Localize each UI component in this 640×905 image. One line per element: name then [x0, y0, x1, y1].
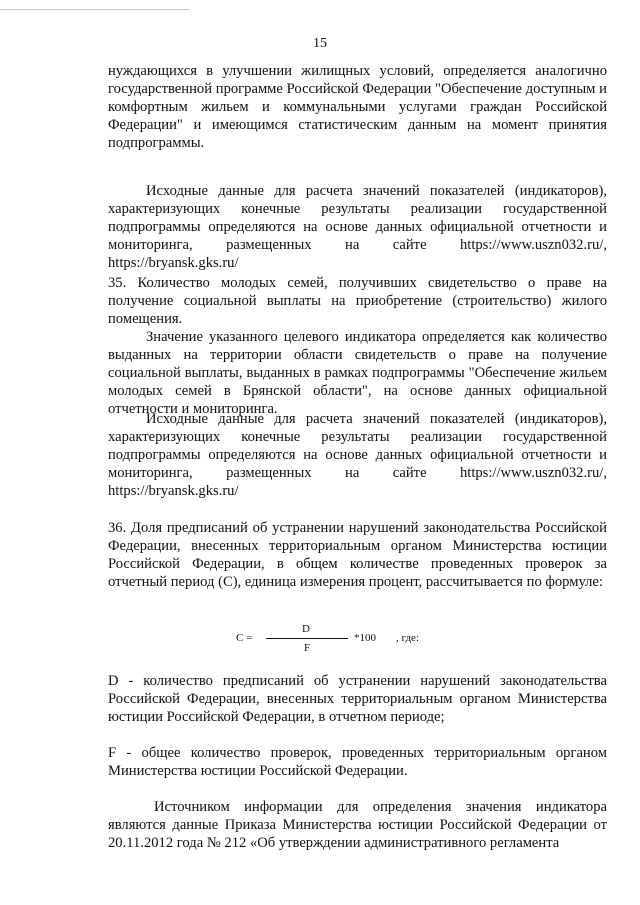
paragraph-source-data-2: Исходные данные для расчета значений показателей (индикаторов), характеризующих конечные результаты реализации государственной подпрограммы определяются на основе данных официальной отчетности и мониторинга, размещенных на сайте https://www.uszn032.ru/, https://bryansk.gks.ru/	[108, 411, 607, 499]
paragraph-item-36: 36. Доля предписаний об устранении нарушений законодательства Российской Федерации, внесенных территориальным органом Министерства юстиции Российской Федерации, в общем количестве проведенных проверок за отчетный период (С), единица измерения процент, рассчитывается по формуле:	[108, 520, 607, 590]
formula-numerator: D	[302, 623, 310, 635]
paragraph-source-data-1: Исходные данные для расчета значений показателей (индикаторов), характеризующих конечные результаты реализации государственной подпрограммы определяются на основе данных официальной отчетности и мониторинга, размещенных на сайте https://www.uszn032.ru/, https://bryansk.gks.ru/	[108, 183, 607, 271]
paragraph-indicator-value: Значение указанного целевого индикатора определяется как количество выданных на территории области свидетельств о праве на получение социальной выплаты, выданных в рамках подпрограммы "Обеспечение жильем молодых семей в Брянской области", на основе данных официальной отчетности и мониторинга.	[108, 329, 607, 417]
paragraph-info-source: Источником информации для определения значения индикатора являются данные Приказа Министерства юстиции Российской Федерации от 20.11.2012 года № 212 «Об утверждении административного регламента	[108, 799, 607, 851]
scan-edge-line	[0, 9, 190, 10]
paragraph-housing-needs: нуждающихся в улучшении жилищных условий, определяется аналогично государственной программе Российской Федерации "Обеспечение доступным и комфортным жильем и коммунальными услугами граждан Российской Федерации" и имеющимся статистическим данным на момент принятия подпрограммы.	[108, 63, 607, 151]
formula-denominator: F	[304, 642, 311, 654]
fraction-bar	[266, 638, 348, 639]
formula	[236, 622, 446, 656]
paragraph-item-35: 35. Количество молодых семей, получивших свидетельство о праве на получение социальной выплаты на приобретение (строительство) жилого помещения.	[108, 275, 607, 327]
formula-multiplier: *100	[354, 632, 376, 644]
paragraph-definition-d: D - количество предписаний об устранении нарушений законодательства Российской Федерации, внесенных территориальным органом Министерства юстиции Российской Федерации, в отчетном периоде;	[108, 673, 607, 725]
formula-suffix: , где:	[396, 632, 419, 644]
paragraph-definition-f: F - общее количество проверок, проведенных территориальным органом Министерства юстиции Российской Федерации.	[108, 745, 607, 779]
page-number: 15	[313, 36, 327, 51]
formula-lhs: C =	[236, 632, 253, 644]
